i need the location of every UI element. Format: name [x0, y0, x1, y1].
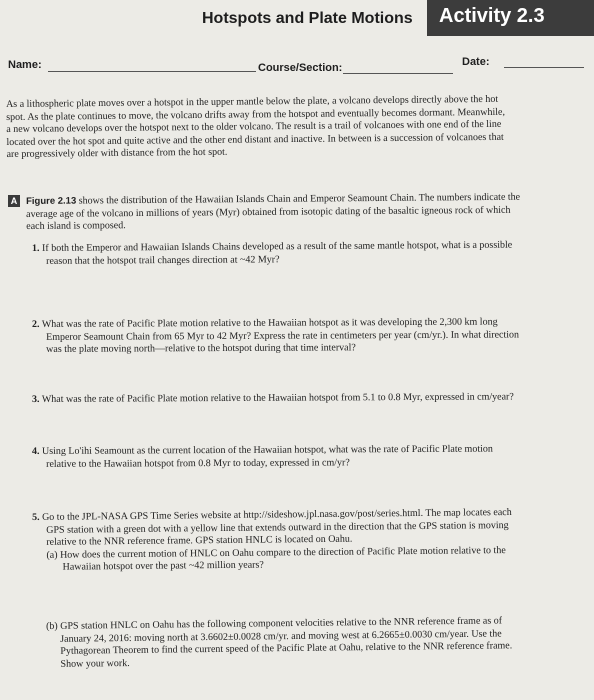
text-line: was the plate moving north—relative to the hotspot during that time interval?: [46, 342, 356, 356]
question-number: 5.: [32, 511, 40, 523]
text-line: Pythagorean Theorem to find the current speed of the Pacific Plate at Oahu, relative to the NNR reference frame.: [60, 640, 513, 658]
question-3: [32, 391, 514, 406]
question-2: [32, 316, 519, 356]
question-4: [32, 444, 493, 472]
text-line: GPS station with a green dot with a yellow line that extends outward in the direction that the GPS station is moving: [46, 519, 509, 536]
text-line: each island is composed.: [26, 220, 126, 233]
text-line: January 24, 2016: moving north at 3.6602±0.0028 cm/yr. and moving west at 6.2665±0.0030 cm/year. Use the: [60, 628, 502, 645]
question-5b: [46, 615, 512, 671]
question-1: [32, 240, 512, 269]
name-field[interactable]: [48, 71, 256, 72]
question-number: 3.: [32, 393, 40, 405]
text-line: Emperor Seamount Chain from 65 Myr to 42 Myr? Express the rate in centimeters per year (cm/yr.). In what direction: [46, 329, 520, 343]
text-line: a new volcano develops over the hotspot next to the older volcano. The result is a trail of volcanoes with one end of the line: [6, 119, 502, 136]
course-label: Course/Section:: [258, 62, 343, 74]
activity-badge: Activity 2.3: [427, 0, 594, 36]
question-number: 1.: [32, 242, 40, 254]
text-fragment: What was the rate of Pacific Plate motion relative to the Hawaiian hotspot from 5.1 to 0.8 Myr, expressed in cm/year?: [41, 391, 514, 405]
text-line: As a lithospheric plate moves over a hotspot in the upper mantle below the plate, a volcano develops directly above the hot: [6, 93, 499, 110]
question-number: 2.: [32, 318, 40, 330]
text-line: (b) GPS station HNLC on Oahu has the following component velocities relative to the NNR reference frame as of: [46, 615, 503, 632]
section-a-tag: A: [8, 195, 20, 207]
date-field[interactable]: [504, 67, 584, 68]
text-fragment: Using Lo'ihi Seamount as the current location of the Hawaiian hotspot, what was the rate of Pacific Plate motion: [41, 443, 493, 457]
text-line: Hawaiian hotspot over the past ~42 million years?: [62, 559, 264, 574]
section-a-paragraph: [26, 192, 520, 234]
question-number: 4.: [32, 445, 40, 457]
text-fragment: If both the Emperor and Hawaiian Islands Chains developed as a result of the same mantle hotspot, what is a possible: [41, 239, 513, 254]
text-line: relative to the Hawaiian hotspot from 0.8 Myr to today, expressed in cm/yr?: [46, 456, 350, 470]
text-line: Show your work.: [60, 657, 130, 670]
text-line: are progressively older with distance from the hot spot.: [6, 147, 228, 161]
text-line: relative to the NNR reference frame. GPS station HNLC is located on Oahu.: [46, 533, 353, 549]
page-title: Hotspots and Plate Motions: [202, 10, 413, 27]
course-field[interactable]: [343, 73, 453, 74]
text-line: located over the hot spot and quite active and the other end distant and inactive. In between is a succession of volcanoes that: [6, 131, 504, 148]
text-line: [32, 391, 514, 406]
figure-reference: Figure 2.13: [26, 195, 77, 207]
text-line: average age of the volcano in millions of years (Myr) obtained from isotopic dating of the basaltic igneous rock of which: [26, 204, 511, 220]
intro-paragraph: [6, 94, 505, 162]
text-line: spot. As the plate continues to move, the volcano drifts away from the hotspot and eventually becomes dormant. Meanwhile,: [6, 106, 506, 123]
date-label: Date:: [462, 56, 490, 68]
text-fragment: What was the rate of Pacific Plate motion relative to the Hawaiian hotspot as it was developing the 2,300 km long: [41, 316, 498, 330]
text-line: (a) How does the current motion of HNLC on Oahu compare to the direction of Pacific Plate motion relative to the: [46, 544, 506, 561]
text-fragment: Go to the JPL-NASA GPS Time Series website at http://sideshow.jpl.nasa.gov/post/series.html. The map locates each: [41, 506, 512, 523]
text-line: reason that the hotspot trail changes direction at ~42 Myr?: [46, 253, 280, 267]
text-line: [32, 444, 493, 459]
text-fragment: shows the distribution of the Hawaiian Islands Chain and Emperor Seamount Chain. The numbers indicate the: [76, 191, 521, 207]
question-5: [32, 507, 512, 575]
name-label: Name:: [8, 59, 42, 71]
